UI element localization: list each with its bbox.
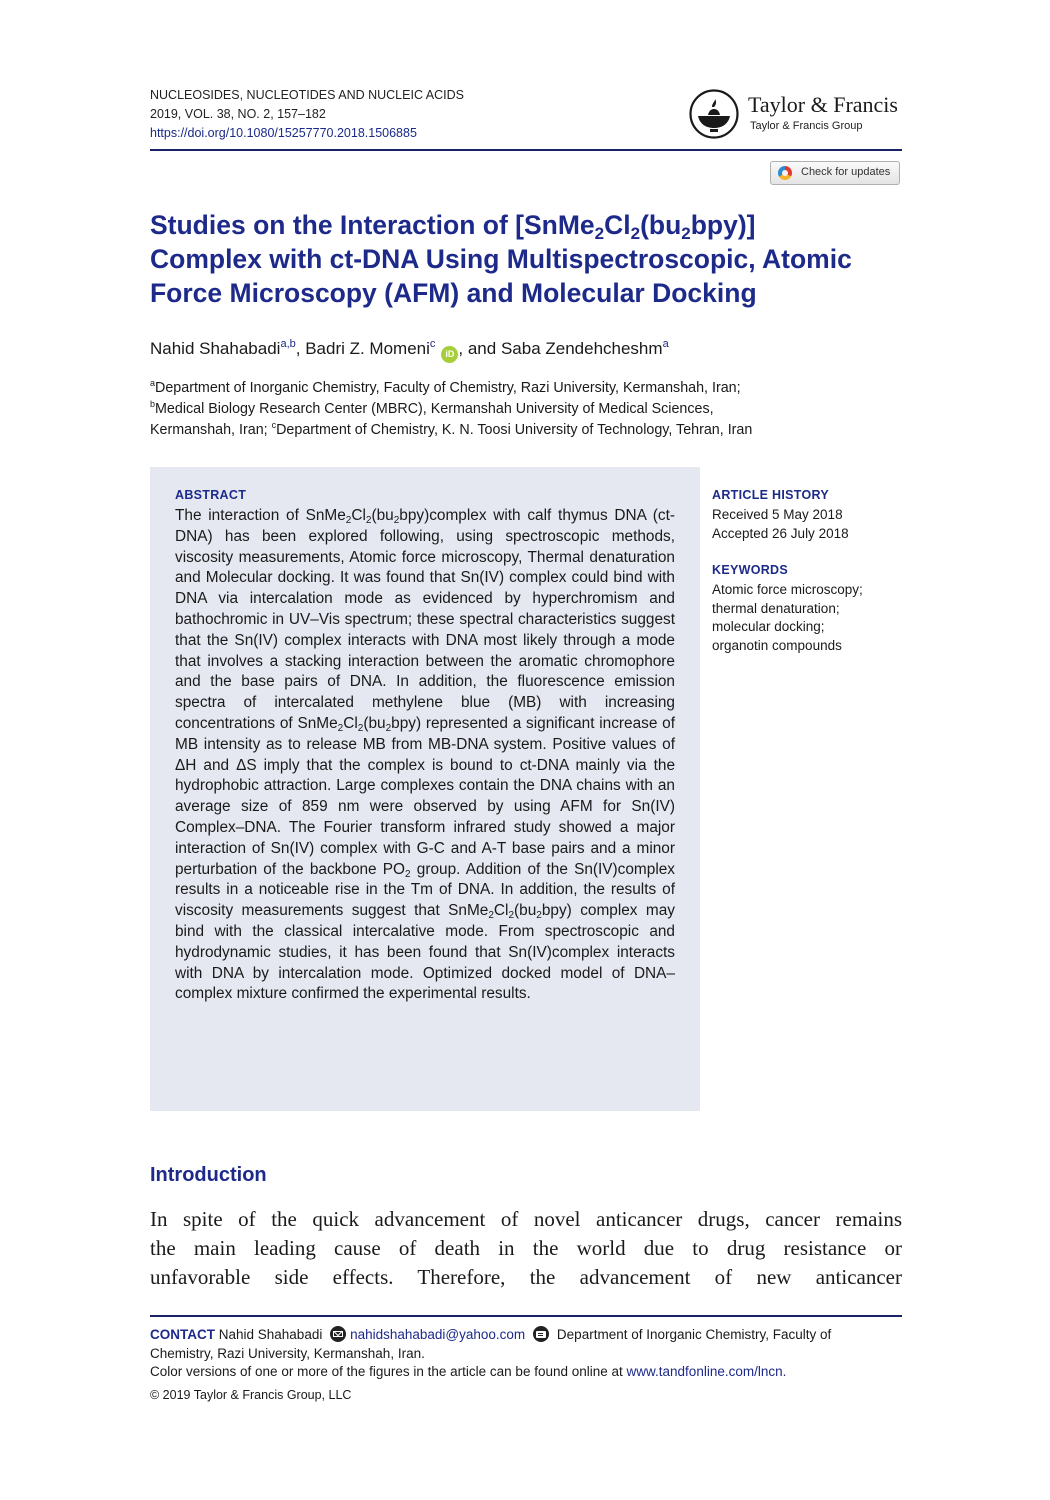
journal-link[interactable]: www.tandfonline.com/lncn. — [626, 1364, 787, 1379]
copyright: © 2019 Taylor & Francis Group, LLC — [150, 1388, 352, 1402]
affiliation-line: $^a$Department of Inorganic Chemistry, Faculty of Chemistry, Razi University, Kermanshah, Iran; — [150, 378, 741, 396]
keywords-heading: KEYWORDS — [712, 563, 789, 577]
abstract-heading: ABSTRACT — [175, 488, 247, 502]
keyword: thermal denaturation; — [712, 600, 840, 616]
author-name[interactable]: , Badri Z. Momeni — [295, 339, 430, 358]
title-line-1: Studies on the Interaction of $[SnMe_2Cl_2(bu_2bpy)]$ — [150, 210, 756, 243]
introduction-text — [150, 1205, 902, 1292]
color-note: Color versions of one or more of the figures in the article can be found online at www.tandfonline.com/lncn. — [150, 1364, 787, 1379]
publisher-logo — [688, 88, 903, 140]
journal-name: NUCLEOSIDES, NUCLEOTIDES AND NUCLEIC ACIDS — [150, 88, 464, 102]
address-icon — [533, 1326, 549, 1342]
received-date: Received 5 May 2018 — [712, 507, 843, 522]
keyword: organotin compounds — [712, 637, 842, 653]
affiliation-marker[interactable]: c — [429, 338, 436, 350]
affiliation-line: $^b$Medical Biology Research Center (MBRC), Kermanshah University of Medical Sciences, — [150, 399, 714, 417]
update-ring-icon — [778, 166, 792, 180]
title-line-3: Force Microscopy (AFM) and Molecular Docking — [150, 278, 757, 308]
author-name[interactable]: Nahid Shahabadi — [150, 339, 281, 358]
article-history — [712, 506, 849, 543]
keywords-list — [712, 581, 863, 655]
publisher-name: Taylor & Francis — [748, 92, 898, 117]
intro-line: the main leading cause of death in the world due to drug resistance or — [150, 1236, 902, 1260]
email-icon — [330, 1326, 346, 1342]
contact-address: Department of Inorganic Chemistry, Faculty of — [553, 1327, 832, 1342]
contact-line — [150, 1325, 831, 1344]
intro-line: In spite of the quick advancement of novel anticancer drugs, cancer remains — [150, 1207, 902, 1231]
email-link[interactable]: nahidshahabadi@yahoo.com — [350, 1327, 526, 1342]
accepted-date: Accepted 26 July 2018 — [712, 525, 849, 541]
check-updates-button[interactable] — [770, 161, 900, 185]
lamp-icon — [688, 88, 740, 140]
article-title — [150, 208, 910, 310]
doi-link[interactable]: https://doi.org/10.1080/15257770.2018.1506885 — [150, 126, 417, 140]
affiliation-line: Kermanshah, Iran; $^c$Department of Chemistry, K. N. Toosi University of Technology, Tehran, Iran — [150, 420, 753, 438]
journal-header — [150, 86, 464, 143]
check-updates-label: Check for updates — [801, 166, 891, 178]
keyword: molecular docking; — [712, 619, 825, 634]
contact-name: Nahid Shahabadi — [215, 1327, 327, 1342]
keyword: Atomic force microscopy; — [712, 582, 863, 597]
title-line-2: Complex with ct-DNA Using Multispectroscopic, Atomic — [150, 244, 852, 274]
publisher-group: Taylor & Francis Group — [750, 120, 863, 132]
intro-line: unfavorable side effects. Therefore, the advancement of new anticancer — [150, 1265, 902, 1289]
journal-volume: 2019, VOL. 38, NO. 2, 157–182 — [150, 107, 326, 121]
affiliations — [150, 378, 752, 441]
introduction-heading: Introduction — [150, 1164, 267, 1186]
header-rule — [150, 149, 902, 151]
affiliation-marker[interactable]: a — [662, 338, 669, 350]
contact-label: CONTACT — [150, 1327, 215, 1342]
author-name[interactable]: , and Saba Zendehcheshm — [458, 339, 663, 358]
orcid-icon[interactable]: iD — [441, 346, 458, 363]
author-list — [150, 339, 669, 363]
contact-address-cont: Chemistry, Razi University, Kermanshah, Iran. — [150, 1346, 425, 1361]
abstract-text: The interaction of $SnMe_2Cl_2(bu_2bpy)complex$ with calf thymus DNA (ct-DNA) has been explored following, using spectroscopic methods, viscosity measurements, Atomic force microscopy, Thermal denaturation and Molecular docking. It was found that Sn(IV) complex could bind with DNA via intercalation mode as evidenced by hyperchromism and bathochromic in UV–Vis spectrum; these spectral characteristics suggest that the Sn(IV) complex interacts with DNA most likely through a mode that involves a stacking interaction between the aromatic chromophore and the base pairs of DNA. In addition, the fluorescence emission spectra of intercalated methylene blue (MB) with increasing concentrations of $SnMe_2Cl_2(bu_2bpy)$ represented a significant increase of MB intensity as to release MB from MB-DNA system. Positive values of ΔH and ΔS imply that the complex is bound to ct-DNA mainly via the hydrophobic attraction. Large complexes contain the DNA chains with an average size of 859 nm were observed by using AFM for Sn(IV) Complex–DNA. The Fourier transform infrared study showed a major interaction of Sn(IV) complex with G-C and A-T base pairs and a minor perturbation of the backbone $PO_2$ group. Addition of the Sn(IV)complex results in a noticeable rise in the Tm of DNA. In addition, the results of viscosity measurements suggest that $SnMe_2Cl_2(bu_2bpy)$ complex may bind with the classical intercalative mode. From spectroscopic and hydrodynamic studies, it has been found that Sn(IV)complex interacts with DNA by intercalation mode. Optimized docked model of DNA–complex mixture confirmed the experimental results. — [175, 507, 675, 1003]
article-history-heading: ARTICLE HISTORY — [712, 488, 830, 502]
footer-rule — [150, 1315, 902, 1317]
affiliation-marker[interactable]: a,b — [280, 338, 296, 350]
